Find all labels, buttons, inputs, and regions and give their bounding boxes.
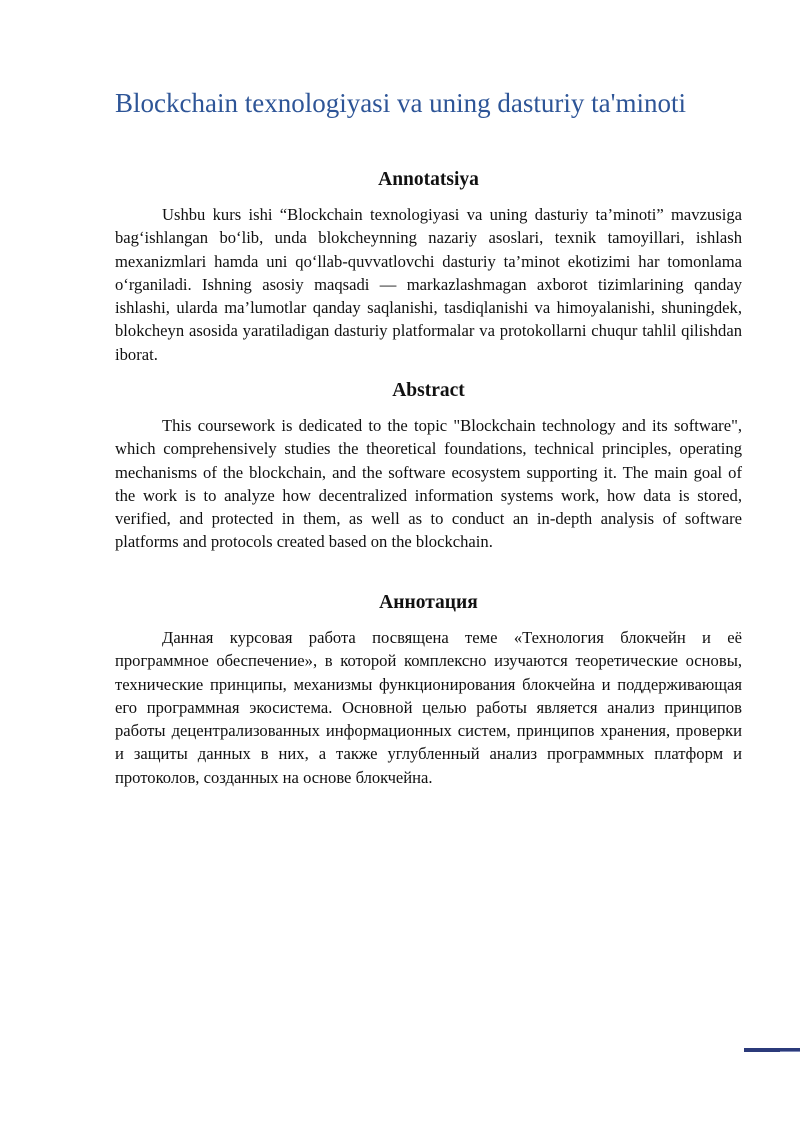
annotation-uzbek-section — [115, 167, 742, 366]
annotation-russian-section — [115, 590, 742, 789]
annotation-russian-text: Данная курсовая работа посвящена теме «Технология блокчейн и её программное обеспечение», в которой комплексно изучаются теоретические основы, технические принципы, механизмы функционирования блокчейна и поддерживающая его программная экосистема. Основной целью работы является анализ принципов работы децентрализованных информационных систем, принципов хранения, проверки и защиты данных в них, а также углубленный анализ программных платформ и протоколов, созданных на основе блокчейна. — [115, 628, 742, 787]
annotation-uzbek-text: Ushbu kurs ishi “Blockchain texnologiyasi va uning dasturiy ta’minoti” mavzusiga bag‘ishlangan bo‘lib, unda blokcheynning nazariy asoslari, texnik tamoyillari, ishlash mexanizmlari hamda uni qo‘llab-quvvatlovchi dasturiy ta’minot ekotizimi har tomonlama o‘rganiladi. Ishning asosiy maqsadi — markazlashmagan axborot tizimlarining qanday ishlashi, ularda ma’lumotlar qanday saqlanishi, tasdiqlanishi va himoyalanishi, shuningdek, blokcheyn asosida yaratiladigan dasturiy platformalar va protokollarni chuqur tahlil qilishdan iborat. — [115, 205, 742, 364]
abstract-english-heading: Abstract — [392, 380, 465, 401]
annotation-uzbek-heading: Annotatsiya — [378, 169, 479, 190]
abstract-english-section — [115, 378, 742, 554]
document-title: Blockchain texnologiyasi va uning dasturiy ta'minoti — [115, 88, 687, 118]
page-footer-marker — [744, 1048, 800, 1052]
annotation-russian-heading: Аннотация — [379, 592, 478, 613]
abstract-english-text: This coursework is dedicated to the topic "Blockchain technology and its software", which comprehensively studies the theoretical foundations, technical principles, operating mechanisms of the blockchain, and the software ecosystem supporting it. The main goal of the work is to analyze how decentralized information systems work, how data is stored, verified, and protected in them, as well as to conduct an in-depth analysis of software platforms and protocols created based on the blockchain. — [115, 416, 742, 552]
